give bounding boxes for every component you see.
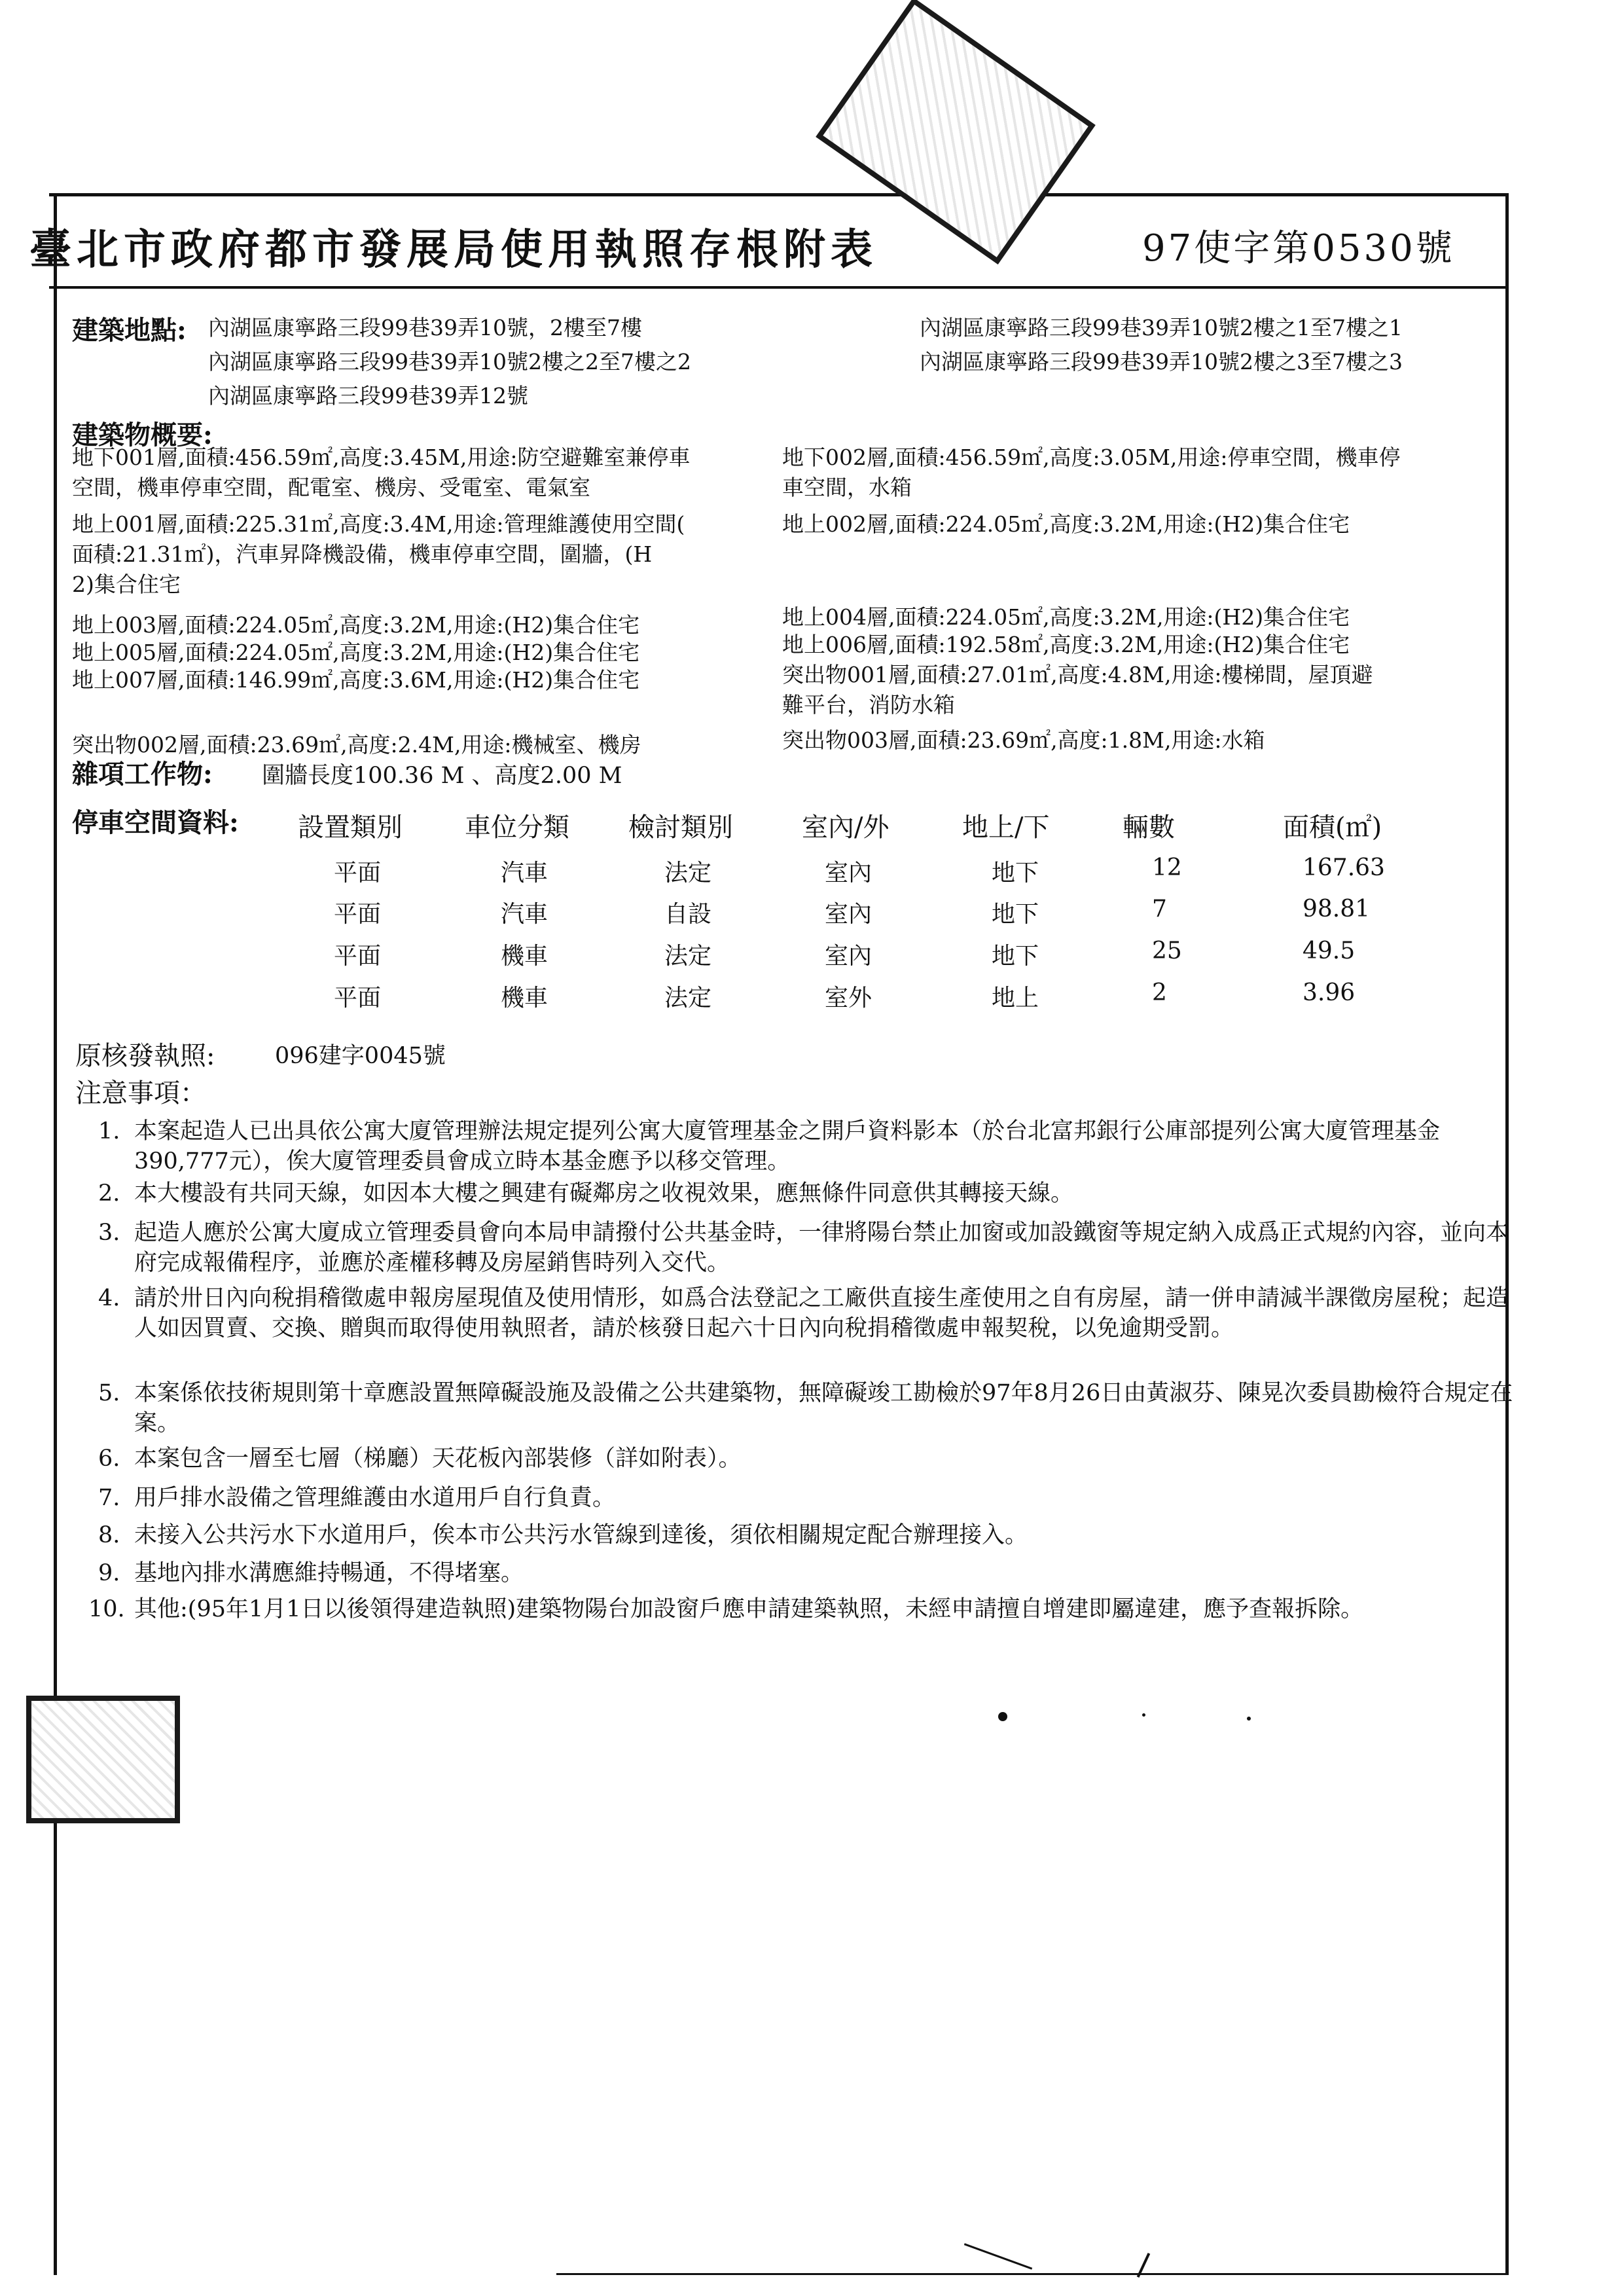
misc-works-value: 圍牆長度100.36 M 、高度2.00 M [262,763,622,789]
note-text: 本案係依技術規則第十章應設置無障礙設施及設備之公共建築物，無障礙竣工勘檢於97年8月26日由黃淑芬、陳晃次委員勘檢符合規定在案。 [134,1380,1513,1436]
site-address-2: 內湖區康寧路三段99巷39弄10號2樓之1至7樓之1 [920,315,1403,340]
overview-line: 突出物002層,面積:23.69㎡,高度:2.4M,用途:機械室、機房 [72,732,641,757]
parking-cell: 平面 [334,943,382,970]
note-text: 請於卅日內向稅捐稽徵處申報房屋現值及使用情形，如爲合法登記之工廠供直接生產使用之自有房屋，請一併申請減半課徵房屋稅；起造人如因買賣、交換、贈與而取得使用執照者，請於核發日起六十日內向稅捐稽徵處申報契稅，以免逾期受罰。 [134,1285,1509,1341]
frame-header-divider [49,286,1509,289]
parking-cell: 法定 [664,860,712,886]
parking-cell: 法定 [664,985,712,1011]
parking-cell: 機車 [501,985,548,1011]
note-text: 其他:(95年1月1日以後領得建造執照)建築物陽台加設窗戶應申請建築執照，未經申請擅自增建即屬違建，應予查報拆除。 [134,1596,1364,1622]
parking-cell: 7 [1152,896,1167,922]
note-number: 1. [98,1118,120,1144]
parking-cell: 平面 [334,860,382,886]
note-number: 10. [88,1596,125,1622]
site-address-1: 內湖區康寧路三段99巷39弄10號，2樓至7樓 [208,315,642,340]
site-address-5: 內湖區康寧路三段99巷39弄12號 [208,383,528,409]
parking-header: 地上/下 [962,812,1050,843]
misc-works-label: 雜項工作物: [72,759,213,790]
parking-cell: 98.81 [1303,896,1371,922]
overview-line: 地上007層,面積:146.99㎡,高度:3.6M,用途:(H2)集合住宅 [72,667,640,693]
note-text: 本大樓設有共同天線，如因本大樓之興建有礙鄰房之收視效果，應無條件同意供其轉接天線。 [134,1180,1074,1207]
original-permit-value: 096建字0045號 [275,1043,446,1069]
parking-cell: 地下 [992,860,1039,886]
parking-cell: 室外 [825,985,872,1011]
frame-bottom-line [556,2273,1509,2275]
parking-header: 設置類別 [298,812,403,843]
note-number: 6. [98,1446,120,1472]
site-address-4: 內湖區康寧路三段99巷39弄10號2樓之3至7樓之3 [920,349,1403,374]
overview-line: 地上006層,面積:192.58㎡,高度:3.2M,用途:(H2)集合住宅 [782,632,1350,657]
parking-cell: 49.5 [1303,938,1356,964]
parking-header: 車位分類 [465,812,569,843]
overview-line: 2)集合住宅 [72,572,181,597]
frame-top-line [49,193,1509,196]
note-number: 5. [98,1380,120,1406]
parking-cell: 汽車 [501,860,548,886]
notes-label: 注意事項： [75,1078,206,1108]
parking-cell: 平面 [334,901,382,928]
parking-cell: 汽車 [501,901,548,928]
speck [1142,1713,1145,1717]
note-text: 未接入公共污水下水道用戶，俟本市公共污水管線到達後，須依相關規定配合辦理接入。 [134,1522,1028,1548]
note-number: 8. [98,1522,120,1548]
overview-label: 建築物概要: [72,420,213,450]
overview-line: 地上005層,面積:224.05㎡,高度:3.2M,用途:(H2)集合住宅 [72,640,640,665]
overview-line: 空間，機車停車空間，配電室、機房、受電室、電氣室 [72,475,590,500]
speck [998,1712,1007,1721]
parking-cell: 3.96 [1303,979,1356,1006]
parking-cell: 12 [1152,854,1182,881]
overview-line: 突出物003層,面積:23.69㎡,高度:1.8M,用途:水箱 [782,727,1265,753]
parking-cell: 地下 [992,943,1039,970]
page-title: 臺北市政府都市發展局使用執照存根附表 [29,225,878,274]
overview-line: 車空間，水箱 [782,475,912,500]
parking-cell: 平面 [334,985,382,1011]
overview-line: 地上003層,面積:224.05㎡,高度:3.2M,用途:(H2)集合住宅 [72,612,640,638]
official-seal-bottom [26,1696,180,1823]
parking-cell: 室內 [825,860,872,886]
speck [1247,1717,1251,1721]
site-label: 建築地點: [72,315,187,346]
parking-header: 輛數 [1123,812,1175,843]
note-text: 起造人應於公寓大廈成立管理委員會向本局申請撥付公共基金時，一律將陽台禁止加窗或加設鐵窗等規定納入成爲正式規約內容，並向本府完成報備程序，並應於產權移轉及房屋銷售時列入交代。 [134,1220,1509,1276]
parking-cell: 地下 [992,901,1039,928]
note-text: 本案包含一層至七層（梯廳）天花板內部裝修（詳如附表）。 [134,1446,742,1472]
note-number: 7. [98,1485,120,1511]
parking-cell: 25 [1152,938,1182,964]
parking-cell: 2 [1152,979,1167,1006]
note-text: 本案起造人已出具依公寓大廈管理辦法規定提列公寓大廈管理基金之開戶資料影本（於台北富邦銀行公庫部提列公寓大廈管理基金390,777元），俟大廈管理委員會成立時本基金應予以移交管理。 [134,1118,1441,1175]
overview-line: 地上004層,面積:224.05㎡,高度:3.2M,用途:(H2)集合住宅 [782,604,1350,630]
original-permit-label: 原核發執照: [75,1041,215,1071]
edge-mark [964,2243,1032,2269]
overview-line: 地上001層,面積:225.31㎡,高度:3.4M,用途:管理維護使用空間( [72,511,685,537]
overview-line: 地下002層,面積:456.59㎡,高度:3.05M,用途:停車空間，機車停 [782,445,1401,470]
parking-cell: 室內 [825,901,872,928]
frame-left-line [54,193,57,2275]
overview-line: 地上002層,面積:224.05㎡,高度:3.2M,用途:(H2)集合住宅 [782,511,1350,537]
parking-cell: 機車 [501,943,548,970]
overview-line: 面積:21.31㎡)，汽車昇降機設備，機車停車空間，圍牆，(H [72,541,653,567]
overview-line: 地下001層,面積:456.59㎡,高度:3.45M,用途:防空避難室兼停車 [72,445,691,470]
note-number: 4. [98,1285,120,1311]
site-address-3: 內湖區康寧路三段99巷39弄10號2樓之2至7樓之2 [208,349,691,374]
overview-line: 難平台，消防水箱 [782,692,955,718]
parking-label: 停車空間資料: [72,807,239,838]
permit-number: 97使字第0530號 [1142,227,1455,270]
note-text: 基地內排水溝應維持暢通，不得堵塞。 [134,1560,524,1586]
note-number: 2. [98,1180,120,1207]
parking-cell: 法定 [664,943,712,970]
parking-header: 面積(㎡) [1283,812,1382,843]
parking-cell: 167.63 [1303,854,1385,881]
parking-cell: 自設 [664,901,712,928]
parking-header: 室內/外 [802,812,890,843]
note-number: 3. [98,1220,120,1246]
overview-line: 突出物001層,面積:27.01㎡,高度:4.8M,用途:樓梯間，屋頂避 [782,662,1373,687]
note-text: 用戶排水設備之管理維護由水道用戶自行負責。 [134,1485,616,1511]
parking-header: 檢討類別 [628,812,733,843]
note-number: 9. [98,1560,120,1586]
parking-cell: 室內 [825,943,872,970]
parking-cell: 地上 [992,985,1039,1011]
